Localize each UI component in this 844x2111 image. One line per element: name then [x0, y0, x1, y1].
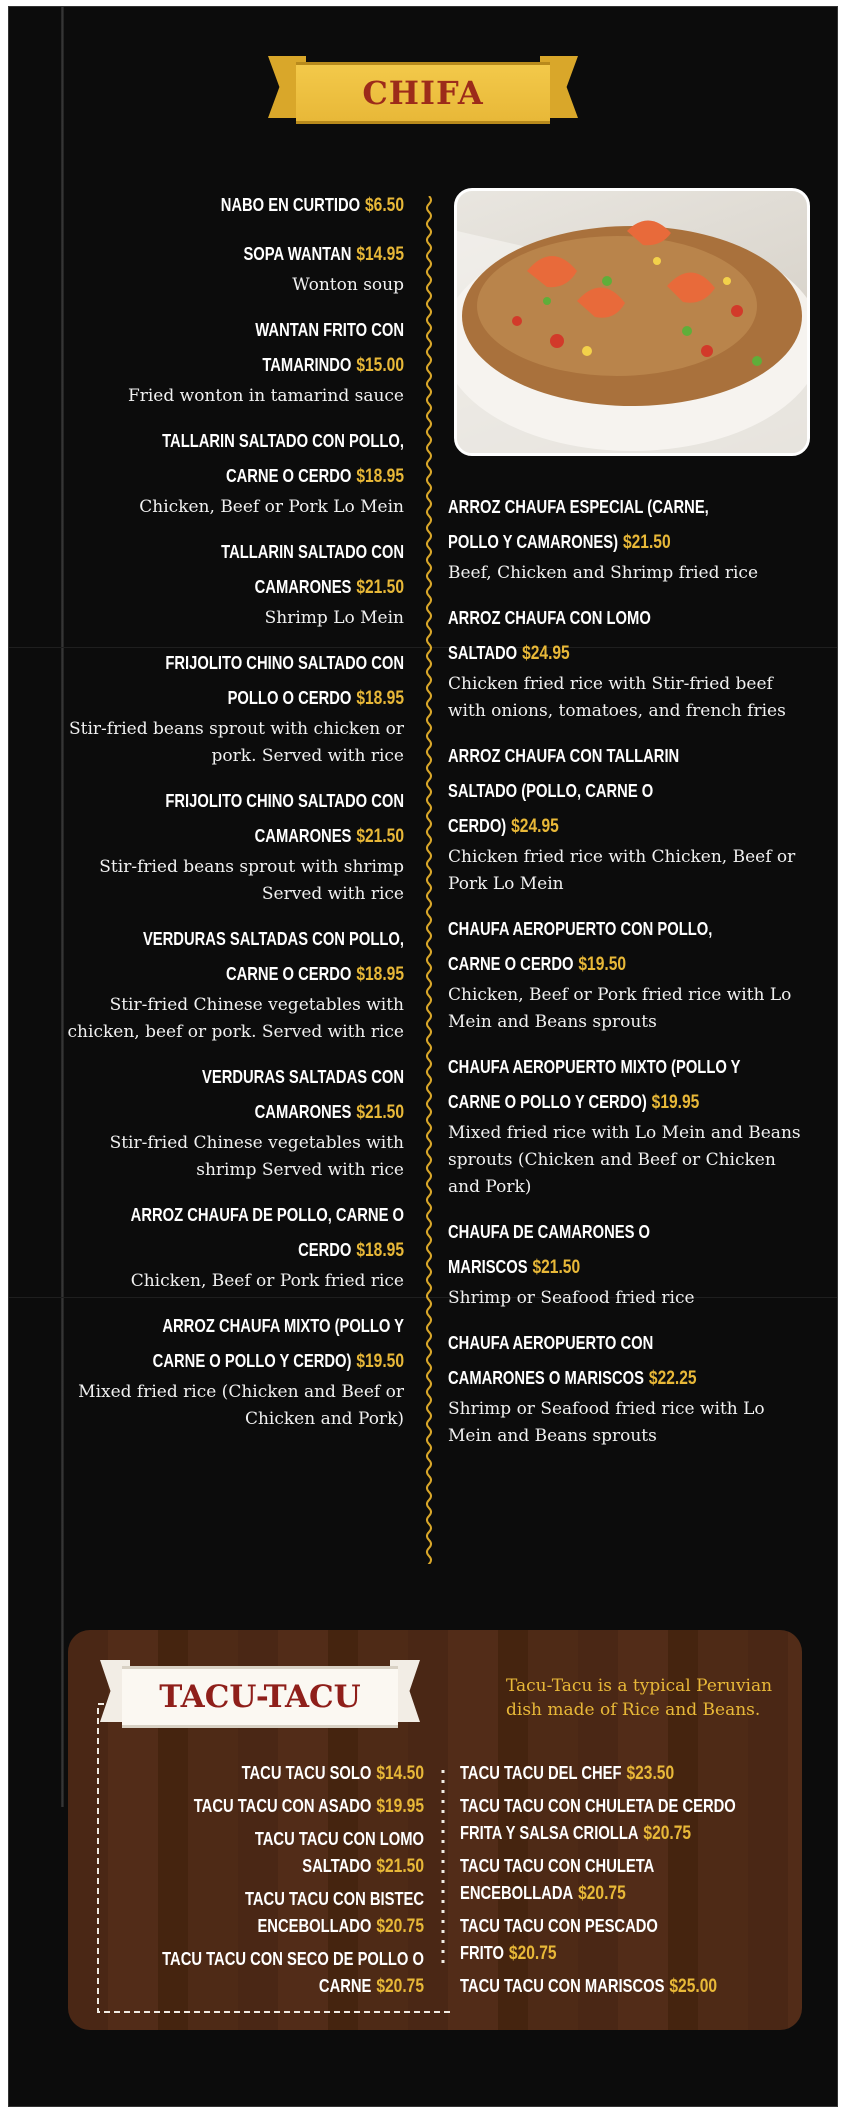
dish-title: ARROZ CHAUFA CON TALLARIN SALTADO (POLLO, CARNE O CERDO): [448, 746, 680, 836]
menu-item: [448, 912, 808, 1036]
dish-price: $25.00: [669, 1976, 718, 1997]
chifa-right-column: [448, 490, 808, 1464]
dish-title: TACU TACU CON CHULETA DE CERDO FRITA Y SALSA CRIOLLA: [460, 1796, 736, 1843]
menu-item: [162, 1793, 424, 1820]
dish-price: $18.95: [356, 964, 404, 985]
tacu-description: Tacu-Tacu is a typical Peruvian dish made of Rice and Beans.: [506, 1676, 773, 1720]
menu-item: [60, 646, 404, 770]
dish-title: TACU TACU DEL CHEF: [460, 1763, 622, 1783]
dish-price: $18.95: [356, 1240, 404, 1261]
dish-title: ARROZ CHAUFA ESPECIAL (CARNE, POLLO Y CAMARONES): [448, 497, 709, 552]
chifa-banner: [268, 48, 578, 130]
dotted-divider: [440, 1770, 446, 1970]
tacu-tacu-banner: [100, 1654, 420, 1734]
dish-description: Chicken, Beef or Pork fried rice with Lo Mein and Beans sprouts: [448, 985, 792, 1032]
dish-description: Chicken, Beef or Pork Lo Mein: [139, 497, 404, 517]
dish-name: [448, 1215, 743, 1285]
dish-name: [122, 646, 404, 716]
menu-item: [448, 1326, 808, 1450]
dish-price: $19.95: [376, 1796, 424, 1817]
dish-title: TALLARIN SALTADO CON CAMARONES: [221, 542, 404, 597]
dish-description: Chicken, Beef or Pork fried rice: [130, 1271, 404, 1291]
menu-item: [448, 739, 808, 898]
menu-item: [162, 1826, 424, 1880]
dish-price: $21.50: [356, 577, 404, 598]
menu-item: [460, 1973, 739, 2000]
dish-price: $6.50: [365, 195, 404, 216]
dish-description: Beef, Chicken and Shrimp fried rice: [448, 563, 759, 583]
menu-item: [60, 535, 404, 632]
dish-name: [448, 912, 743, 982]
menu-item: [60, 424, 404, 521]
dish-name: [122, 1060, 404, 1130]
dish-title: TACU TACU CON BISTEC ENCEBOLLADO: [244, 1889, 424, 1936]
dish-title: CHAUFA AEROPUERTO MIXTO (POLLO Y CARNE O POLLO Y CERDO): [448, 1057, 741, 1112]
dish-price: $24.95: [511, 816, 559, 837]
menu-item: [162, 1760, 424, 1787]
menu-item: [60, 922, 404, 1046]
menu-item: [448, 1215, 808, 1312]
dish-title: ARROZ CHAUFA DE POLLO, CARNE O CERDO: [130, 1205, 404, 1260]
dish-price: $20.75: [508, 1943, 557, 1964]
dish-name: [122, 922, 404, 992]
banner-body: [122, 1666, 398, 1728]
menu-item: [460, 1793, 739, 1847]
menu-item: [60, 784, 404, 908]
dish-description: Wonton soup: [292, 275, 404, 295]
dish-description: Stir-fried beans sprout with shrimp Served with rice: [99, 857, 404, 904]
dish-price: $22.25: [648, 1368, 697, 1389]
dish-price: $18.95: [356, 466, 404, 487]
dish-title: ARROZ CHAUFA CON LOMO SALTADO: [448, 608, 651, 663]
dish-price: $20.75: [643, 1823, 692, 1844]
dish-title: TALLARIN SALTADO CON POLLO, CARNE O CERDO: [162, 431, 404, 486]
dish-title: SOPA WANTAN: [243, 244, 352, 264]
section-title-chifa: CHIFA: [362, 74, 484, 112]
menu-item: [460, 1760, 739, 1787]
menu-item: [448, 601, 808, 725]
dish-title: FRIJOLITO CHINO SALTADO CON CAMARONES: [165, 791, 404, 846]
dish-title: TACU TACU CON PESCADO FRITO: [460, 1916, 658, 1963]
dish-description: Mixed fried rice with Lo Mein and Beans sprouts (Chicken and Beef or Chicken and Pork): [448, 1123, 801, 1197]
dish-price: $14.95: [356, 244, 404, 265]
dish-name: [448, 1326, 743, 1396]
dish-title: FRIJOLITO CHINO SALTADO CON POLLO O CERDO: [165, 653, 404, 708]
dish-title: TACU TACU CON CHULETA ENCEBOLLADA: [460, 1856, 654, 1903]
dish-price: $15.00: [356, 355, 404, 376]
dish-title: NABO EN CURTIDO: [220, 195, 361, 215]
wavy-divider: [425, 196, 433, 1564]
dish-name: [448, 739, 743, 844]
menu-item: [460, 1913, 739, 1967]
dish-price: $21.50: [376, 1856, 424, 1877]
dish-title: WANTAN FRITO CON TAMARINDO: [255, 320, 404, 375]
dish-description: Stir-fried Chinese vegetables with shrimp Served with rice: [109, 1133, 404, 1180]
menu-item: [162, 1946, 424, 2000]
dish-name: [122, 784, 404, 854]
dish-description: Chicken fried rice with Stir-fried beef with onions, tomatoes, and french fries: [448, 674, 786, 721]
dish-description: Fried wonton in tamarind sauce: [127, 386, 404, 406]
dish-price: $21.50: [622, 532, 671, 553]
dish-name: [448, 1050, 743, 1120]
dish-price: $14.50: [376, 1763, 424, 1784]
dish-price: $21.50: [356, 826, 404, 847]
dish-price: $21.50: [532, 1257, 581, 1278]
dish-title: CHAUFA AEROPUERTO CON POLLO, CARNE O CERDO: [448, 919, 713, 974]
dish-title: TACU TACU CON LOMO SALTADO: [254, 1829, 424, 1876]
dish-name: [122, 1309, 404, 1379]
section-title-tacu: TACU-TACU: [159, 1679, 361, 1715]
menu-item: [60, 188, 404, 223]
dish-title: TACU TACU SOLO: [241, 1763, 372, 1783]
dish-description: Shrimp Lo Mein: [264, 608, 404, 628]
dish-price: $19.50: [356, 1351, 404, 1372]
dish-description: Stir-fried Chinese vegetables with chicken, beef or pork. Served with rice: [67, 995, 404, 1042]
dish-title: VERDURAS SALTADAS CON POLLO, CARNE O CERDO: [142, 929, 404, 984]
dish-price: $20.75: [376, 1916, 424, 1937]
dish-name: [122, 1198, 404, 1268]
menu-item: [60, 1060, 404, 1184]
dish-price: $21.50: [356, 1102, 404, 1123]
chifa-left-column: [60, 188, 404, 1447]
dish-name: [448, 601, 743, 671]
dish-price: $19.50: [578, 954, 627, 975]
dish-title: ARROZ CHAUFA MIXTO (POLLO Y CARNE O POLLO Y CERDO): [152, 1316, 404, 1371]
dish-name: [448, 490, 743, 560]
menu-item: [448, 490, 808, 587]
dish-price: $18.95: [356, 688, 404, 709]
menu-item: [162, 1886, 424, 1940]
dish-name: [122, 188, 404, 223]
dish-description: Stir-fried beans sprout with chicken or pork. Served with rice: [69, 719, 404, 766]
menu-item: [60, 1198, 404, 1295]
dish-price: $20.75: [578, 1883, 626, 1904]
dish-description: Chicken fried rice with Chicken, Beef or Pork Lo Mein: [448, 847, 796, 894]
dish-name: [122, 237, 404, 272]
dish-price: $23.50: [626, 1763, 675, 1784]
dish-title: TACU TACU CON SECO DE POLLO O CARNE: [162, 1949, 424, 1996]
dish-name: [122, 424, 404, 494]
menu-item: [448, 1050, 808, 1201]
menu-item: [60, 237, 404, 299]
dish-price: $19.95: [651, 1092, 700, 1113]
dish-description: Shrimp or Seafood fried rice with Lo Mein and Beans sprouts: [448, 1399, 765, 1446]
dish-description: Mixed fried rice (Chicken and Beef or Chicken and Pork): [78, 1382, 404, 1429]
menu-item: [60, 313, 404, 410]
dish-name: [122, 313, 404, 383]
fried-rice-photo: [454, 188, 810, 456]
dish-price: $20.75: [376, 1976, 424, 1997]
menu-item: [60, 1309, 404, 1433]
dish-title: CHAUFA AEROPUERTO CON CAMARONES O MARISCOS: [448, 1333, 654, 1388]
dish-title: VERDURAS SALTADAS CON CAMARONES: [201, 1067, 404, 1122]
dish-price: $24.95: [522, 643, 570, 664]
dish-title: CHAUFA DE CAMARONES O MARISCOS: [448, 1222, 651, 1277]
banner-body: [296, 62, 550, 124]
dish-title: TACU TACU CON ASADO: [193, 1796, 372, 1816]
tacu-right-column: [460, 1760, 800, 2006]
tacu-left-column: [104, 1760, 424, 2006]
dish-name: [122, 535, 404, 605]
dish-title: TACU TACU CON MARISCOS: [460, 1976, 665, 1996]
dish-description: Shrimp or Seafood fried rice: [448, 1288, 695, 1308]
menu-item: [460, 1853, 739, 1907]
